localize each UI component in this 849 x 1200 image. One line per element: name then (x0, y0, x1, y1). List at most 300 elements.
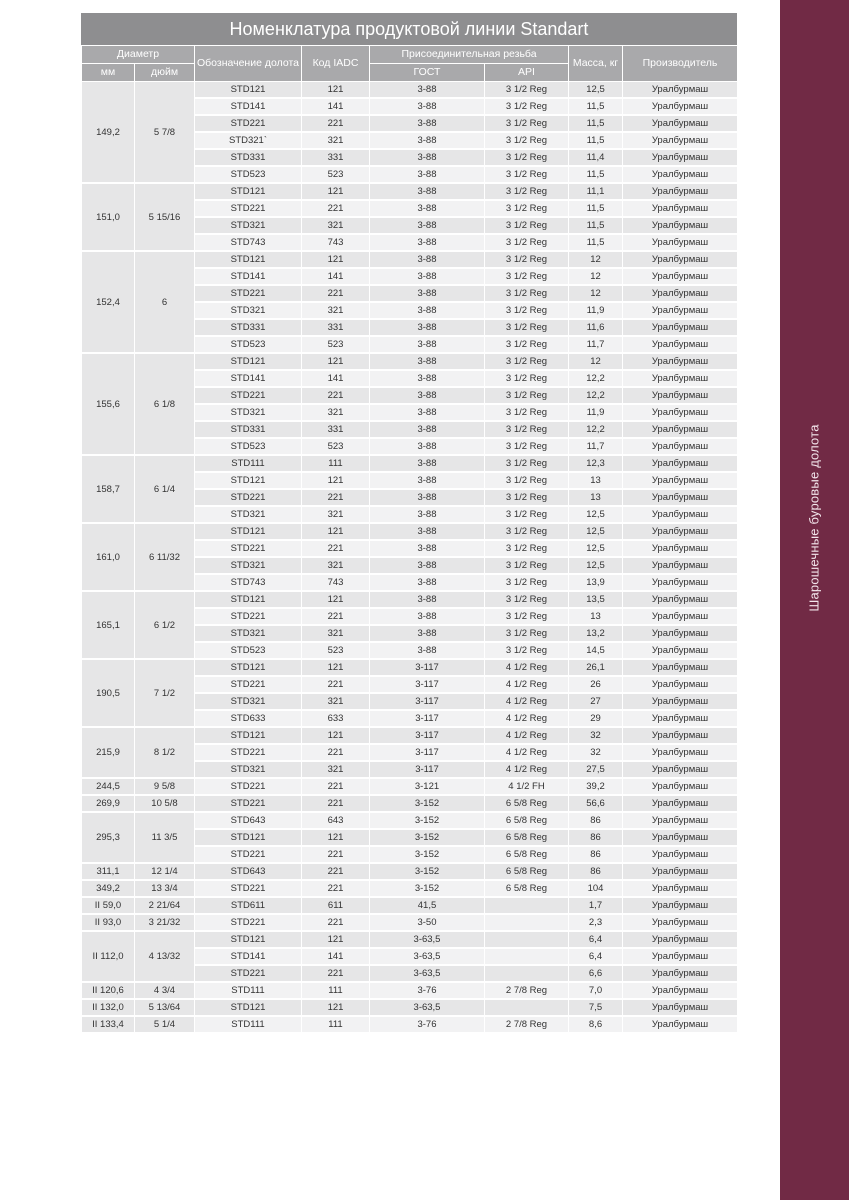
maker-cell: Уралбурмаш (623, 880, 738, 897)
designation-cell: STD221 (195, 540, 302, 557)
api-cell: 3 1/2 Reg (485, 404, 569, 421)
table-body (82, 82, 738, 1034)
maker-cell: Уралбурмаш (623, 642, 738, 659)
api-cell: 3 1/2 Reg (485, 557, 569, 574)
gost-cell: 3-88 (370, 149, 485, 166)
api-cell (485, 914, 569, 931)
mass-cell: 12,5 (569, 523, 623, 540)
maker-cell: Уралбурмаш (623, 217, 738, 234)
designation-cell: STD111 (195, 1016, 302, 1033)
iadc-cell: 221 (302, 676, 370, 693)
api-cell: 3 1/2 Reg (485, 251, 569, 268)
gost-cell: 3-88 (370, 591, 485, 608)
diameter-inch-cell: 4 13/32 (135, 931, 195, 982)
maker-cell: Уралбурмаш (623, 999, 738, 1016)
api-cell: 3 1/2 Reg (485, 574, 569, 591)
diameter-inch-cell: 6 1/2 (135, 591, 195, 659)
mass-cell: 12,5 (569, 506, 623, 523)
iadc-cell: 321 (302, 761, 370, 778)
maker-cell: Уралбурмаш (623, 336, 738, 353)
api-cell: 3 1/2 Reg (485, 149, 569, 166)
mass-cell: 27,5 (569, 761, 623, 778)
gost-cell: 3-152 (370, 829, 485, 846)
api-cell: 3 1/2 Reg (485, 608, 569, 625)
maker-cell: Уралбурмаш (623, 557, 738, 574)
mass-cell: 11,5 (569, 217, 623, 234)
maker-cell: Уралбурмаш (623, 353, 738, 370)
diameter-mm-cell: 190,5 (82, 659, 135, 727)
mass-cell: 13 (569, 472, 623, 489)
mass-cell: 12,5 (569, 557, 623, 574)
iadc-cell: 321 (302, 693, 370, 710)
designation-cell: STD221 (195, 387, 302, 404)
designation-cell: STD321 (195, 557, 302, 574)
product-table-block (81, 13, 737, 1034)
gost-cell: 3-88 (370, 98, 485, 115)
mass-cell: 11,9 (569, 302, 623, 319)
mass-cell: 6,4 (569, 948, 623, 965)
header-gost: ГОСТ (370, 64, 485, 82)
diameter-inch-cell: 5 1/4 (135, 1016, 195, 1033)
diameter-inch-cell: 6 1/4 (135, 455, 195, 523)
maker-cell: Уралбурмаш (623, 506, 738, 523)
designation-cell: STD221 (195, 795, 302, 812)
designation-cell: STD111 (195, 455, 302, 472)
api-cell: 6 5/8 Reg (485, 880, 569, 897)
maker-cell: Уралбурмаш (623, 948, 738, 965)
iadc-cell: 111 (302, 982, 370, 999)
maker-cell: Уралбурмаш (623, 693, 738, 710)
maker-cell: Уралбурмаш (623, 710, 738, 727)
diameter-mm-cell: II 120,6 (82, 982, 135, 999)
api-cell: 3 1/2 Reg (485, 540, 569, 557)
iadc-cell: 221 (302, 115, 370, 132)
gost-cell: 3-76 (370, 1016, 485, 1033)
designation-cell: STD141 (195, 268, 302, 285)
table-row (82, 863, 738, 880)
diameter-inch-cell: 5 15/16 (135, 183, 195, 251)
iadc-cell: 121 (302, 82, 370, 99)
gost-cell: 3-88 (370, 506, 485, 523)
mass-cell: 11,5 (569, 234, 623, 251)
gost-cell: 3-88 (370, 540, 485, 557)
diameter-mm-cell: 349,2 (82, 880, 135, 897)
mass-cell: 6,4 (569, 931, 623, 948)
maker-cell: Уралбурмаш (623, 183, 738, 200)
gost-cell: 3-88 (370, 200, 485, 217)
designation-cell: STD111 (195, 982, 302, 999)
designation-cell: STD121 (195, 727, 302, 744)
gost-cell: 3-121 (370, 778, 485, 795)
designation-cell: STD321 (195, 625, 302, 642)
mass-cell: 2,3 (569, 914, 623, 931)
designation-cell: STD321 (195, 217, 302, 234)
maker-cell: Уралбурмаш (623, 608, 738, 625)
iadc-cell: 633 (302, 710, 370, 727)
iadc-cell: 121 (302, 931, 370, 948)
gost-cell: 3-88 (370, 268, 485, 285)
gost-cell: 3-88 (370, 387, 485, 404)
product-table (81, 45, 738, 1034)
table-row (82, 914, 738, 931)
header-inch: дюйм (135, 64, 195, 82)
maker-cell: Уралбурмаш (623, 200, 738, 217)
gost-cell: 3-88 (370, 336, 485, 353)
api-cell: 3 1/2 Reg (485, 115, 569, 132)
api-cell: 3 1/2 Reg (485, 268, 569, 285)
diameter-inch-cell: 6 1/8 (135, 353, 195, 455)
mass-cell: 6,6 (569, 965, 623, 982)
table-row (82, 727, 738, 744)
table-row (82, 795, 738, 812)
api-cell: 3 1/2 Reg (485, 319, 569, 336)
iadc-cell: 331 (302, 319, 370, 336)
maker-cell: Уралбурмаш (623, 285, 738, 302)
mass-cell: 13 (569, 608, 623, 625)
mass-cell: 7,0 (569, 982, 623, 999)
gost-cell: 3-88 (370, 319, 485, 336)
gost-cell: 3-117 (370, 710, 485, 727)
maker-cell: Уралбурмаш (623, 829, 738, 846)
iadc-cell: 743 (302, 574, 370, 591)
gost-cell: 3-88 (370, 608, 485, 625)
designation-cell: STD331 (195, 319, 302, 336)
mass-cell: 11,5 (569, 200, 623, 217)
designation-cell: STD121 (195, 82, 302, 99)
api-cell: 3 1/2 Reg (485, 336, 569, 353)
maker-cell: Уралбурмаш (623, 438, 738, 455)
designation-cell: STD221 (195, 200, 302, 217)
gost-cell: 3-88 (370, 370, 485, 387)
table-row (82, 931, 738, 948)
gost-cell: 3-117 (370, 659, 485, 676)
iadc-cell: 221 (302, 846, 370, 863)
header-mass: Масса, кг (569, 46, 623, 82)
mass-cell: 27 (569, 693, 623, 710)
gost-cell: 3-88 (370, 132, 485, 149)
api-cell: 3 1/2 Reg (485, 421, 569, 438)
mass-cell: 12,3 (569, 455, 623, 472)
gost-cell: 3-88 (370, 625, 485, 642)
designation-cell: STD221 (195, 115, 302, 132)
designation-cell: STD633 (195, 710, 302, 727)
diameter-inch-cell: 11 3/5 (135, 812, 195, 863)
gost-cell: 3-88 (370, 557, 485, 574)
table-row (82, 591, 738, 608)
gost-cell: 3-88 (370, 251, 485, 268)
diameter-mm-cell: II 59,0 (82, 897, 135, 914)
diameter-inch-cell: 9 5/8 (135, 778, 195, 795)
iadc-cell: 321 (302, 506, 370, 523)
designation-cell: STD121 (195, 472, 302, 489)
iadc-cell: 121 (302, 251, 370, 268)
designation-cell: STD121 (195, 591, 302, 608)
iadc-cell: 743 (302, 234, 370, 251)
api-cell (485, 965, 569, 982)
maker-cell: Уралбурмаш (623, 659, 738, 676)
iadc-cell: 221 (302, 200, 370, 217)
maker-cell: Уралбурмаш (623, 812, 738, 829)
api-cell: 6 5/8 Reg (485, 829, 569, 846)
diameter-inch-cell: 4 3/4 (135, 982, 195, 999)
table-row (82, 778, 738, 795)
api-cell: 4 1/2 Reg (485, 676, 569, 693)
gost-cell: 3-117 (370, 693, 485, 710)
mass-cell: 13,9 (569, 574, 623, 591)
designation-cell: STD611 (195, 897, 302, 914)
api-cell: 3 1/2 Reg (485, 200, 569, 217)
api-cell: 2 7/8 Reg (485, 982, 569, 999)
api-cell (485, 931, 569, 948)
api-cell: 3 1/2 Reg (485, 353, 569, 370)
gost-cell: 3-88 (370, 115, 485, 132)
header-api: API (485, 64, 569, 82)
designation-cell: STD743 (195, 574, 302, 591)
iadc-cell: 141 (302, 268, 370, 285)
designation-cell: STD523 (195, 166, 302, 183)
api-cell: 3 1/2 Reg (485, 642, 569, 659)
designation-cell: STD331 (195, 149, 302, 166)
designation-cell: STD121 (195, 183, 302, 200)
diameter-mm-cell: 295,3 (82, 812, 135, 863)
api-cell: 3 1/2 Reg (485, 625, 569, 642)
api-cell: 3 1/2 Reg (485, 506, 569, 523)
diameter-mm-cell: 152,4 (82, 251, 135, 353)
mass-cell: 12,2 (569, 370, 623, 387)
api-cell: 4 1/2 Reg (485, 710, 569, 727)
maker-cell: Уралбурмаш (623, 319, 738, 336)
api-cell: 6 5/8 Reg (485, 812, 569, 829)
maker-cell: Уралбурмаш (623, 472, 738, 489)
designation-cell: STD321 (195, 761, 302, 778)
api-cell: 3 1/2 Reg (485, 98, 569, 115)
api-cell (485, 948, 569, 965)
api-cell: 6 5/8 Reg (485, 846, 569, 863)
maker-cell: Уралбурмаш (623, 404, 738, 421)
api-cell: 6 5/8 Reg (485, 863, 569, 880)
mass-cell: 104 (569, 880, 623, 897)
iadc-cell: 523 (302, 642, 370, 659)
api-cell: 3 1/2 Reg (485, 82, 569, 99)
gost-cell: 3-88 (370, 353, 485, 370)
diameter-inch-cell: 10 5/8 (135, 795, 195, 812)
maker-cell: Уралбурмаш (623, 115, 738, 132)
diameter-inch-cell: 13 3/4 (135, 880, 195, 897)
iadc-cell: 221 (302, 914, 370, 931)
table-row (82, 897, 738, 914)
maker-cell: Уралбурмаш (623, 149, 738, 166)
iadc-cell: 221 (302, 285, 370, 302)
designation-cell: STD523 (195, 336, 302, 353)
api-cell: 3 1/2 Reg (485, 217, 569, 234)
designation-cell: STD523 (195, 438, 302, 455)
table-row (82, 523, 738, 540)
iadc-cell: 141 (302, 370, 370, 387)
maker-cell: Уралбурмаш (623, 574, 738, 591)
gost-cell: 3-117 (370, 744, 485, 761)
mass-cell: 12,5 (569, 540, 623, 557)
maker-cell: Уралбурмаш (623, 82, 738, 99)
gost-cell: 3-117 (370, 761, 485, 778)
api-cell: 2 7/8 Reg (485, 1016, 569, 1033)
diameter-inch-cell: 3 21/32 (135, 914, 195, 931)
mass-cell: 32 (569, 727, 623, 744)
gost-cell: 3-88 (370, 217, 485, 234)
api-cell: 3 1/2 Reg (485, 472, 569, 489)
gost-cell: 3-88 (370, 523, 485, 540)
mass-cell: 86 (569, 846, 623, 863)
iadc-cell: 111 (302, 455, 370, 472)
mass-cell: 86 (569, 812, 623, 829)
gost-cell: 3-152 (370, 863, 485, 880)
designation-cell: STD331 (195, 421, 302, 438)
api-cell: 3 1/2 Reg (485, 234, 569, 251)
designation-cell: STD121 (195, 659, 302, 676)
api-cell: 4 1/2 Reg (485, 659, 569, 676)
designation-cell: STD121 (195, 523, 302, 540)
mass-cell: 8,6 (569, 1016, 623, 1033)
iadc-cell: 121 (302, 829, 370, 846)
mass-cell: 86 (569, 863, 623, 880)
designation-cell: STD141 (195, 98, 302, 115)
iadc-cell: 121 (302, 591, 370, 608)
mass-cell: 11,6 (569, 319, 623, 336)
iadc-cell: 321 (302, 404, 370, 421)
diameter-inch-cell: 6 (135, 251, 195, 353)
mass-cell: 12 (569, 353, 623, 370)
iadc-cell: 321 (302, 625, 370, 642)
mass-cell: 56,6 (569, 795, 623, 812)
iadc-cell: 321 (302, 302, 370, 319)
designation-cell: STD121 (195, 251, 302, 268)
designation-cell: STD141 (195, 370, 302, 387)
iadc-cell: 121 (302, 183, 370, 200)
mass-cell: 26,1 (569, 659, 623, 676)
api-cell: 4 1/2 Reg (485, 693, 569, 710)
mass-cell: 13,2 (569, 625, 623, 642)
iadc-cell: 221 (302, 880, 370, 897)
designation-cell: STD321` (195, 132, 302, 149)
designation-cell: STD121 (195, 999, 302, 1016)
designation-cell: STD221 (195, 676, 302, 693)
mass-cell: 11,7 (569, 336, 623, 353)
diameter-mm-cell: II 133,4 (82, 1016, 135, 1033)
api-cell: 3 1/2 Reg (485, 166, 569, 183)
diameter-inch-cell: 5 13/64 (135, 999, 195, 1016)
table-row (82, 880, 738, 897)
gost-cell: 3-152 (370, 795, 485, 812)
mass-cell: 13,5 (569, 591, 623, 608)
gost-cell: 3-88 (370, 285, 485, 302)
maker-cell: Уралбурмаш (623, 370, 738, 387)
api-cell: 3 1/2 Reg (485, 523, 569, 540)
mass-cell: 32 (569, 744, 623, 761)
maker-cell: Уралбурмаш (623, 897, 738, 914)
iadc-cell: 331 (302, 149, 370, 166)
diameter-inch-cell: 8 1/2 (135, 727, 195, 778)
iadc-cell: 611 (302, 897, 370, 914)
iadc-cell: 221 (302, 965, 370, 982)
maker-cell: Уралбурмаш (623, 387, 738, 404)
maker-cell: Уралбурмаш (623, 455, 738, 472)
gost-cell: 3-76 (370, 982, 485, 999)
mass-cell: 11,5 (569, 132, 623, 149)
designation-cell: STD643 (195, 863, 302, 880)
api-cell (485, 897, 569, 914)
maker-cell: Уралбурмаш (623, 523, 738, 540)
designation-cell: STD221 (195, 489, 302, 506)
header-maker: Производитель (623, 46, 738, 82)
api-cell: 3 1/2 Reg (485, 183, 569, 200)
mass-cell: 1,7 (569, 897, 623, 914)
gost-cell: 3-88 (370, 489, 485, 506)
diameter-mm-cell: 269,9 (82, 795, 135, 812)
gost-cell: 3-63,5 (370, 931, 485, 948)
designation-cell: STD121 (195, 353, 302, 370)
designation-cell: STD321 (195, 404, 302, 421)
mass-cell: 86 (569, 829, 623, 846)
diameter-mm-cell: 149,2 (82, 82, 135, 184)
gost-cell: 3-63,5 (370, 948, 485, 965)
gost-cell: 3-152 (370, 846, 485, 863)
api-cell: 3 1/2 Reg (485, 302, 569, 319)
mass-cell: 11,1 (569, 183, 623, 200)
gost-cell: 3-63,5 (370, 965, 485, 982)
designation-cell: STD321 (195, 506, 302, 523)
mass-cell: 11,5 (569, 98, 623, 115)
iadc-cell: 221 (302, 540, 370, 557)
gost-cell: 3-50 (370, 914, 485, 931)
diameter-mm-cell: 311,1 (82, 863, 135, 880)
gost-cell: 3-88 (370, 302, 485, 319)
diameter-mm-cell: 244,5 (82, 778, 135, 795)
gost-cell: 3-88 (370, 438, 485, 455)
iadc-cell: 121 (302, 659, 370, 676)
iadc-cell: 121 (302, 353, 370, 370)
designation-cell: STD321 (195, 302, 302, 319)
gost-cell: 3-88 (370, 404, 485, 421)
designation-cell: STD141 (195, 948, 302, 965)
page-title: Номенклатура продуктовой линии Standart (81, 13, 737, 45)
maker-cell: Уралбурмаш (623, 1016, 738, 1033)
iadc-cell: 121 (302, 727, 370, 744)
api-cell: 3 1/2 Reg (485, 387, 569, 404)
gost-cell: 3-88 (370, 472, 485, 489)
iadc-cell: 221 (302, 608, 370, 625)
maker-cell: Уралбурмаш (623, 846, 738, 863)
api-cell: 3 1/2 Reg (485, 132, 569, 149)
diameter-inch-cell: 12 1/4 (135, 863, 195, 880)
gost-cell: 3-152 (370, 812, 485, 829)
side-label: Шарошечные буровые долота (806, 424, 822, 612)
mass-cell: 13 (569, 489, 623, 506)
table-row (82, 183, 738, 200)
maker-cell: Уралбурмаш (623, 676, 738, 693)
gost-cell: 3-117 (370, 727, 485, 744)
mass-cell: 12 (569, 251, 623, 268)
api-cell: 6 5/8 Reg (485, 795, 569, 812)
maker-cell: Уралбурмаш (623, 540, 738, 557)
iadc-cell: 221 (302, 795, 370, 812)
designation-cell: STD221 (195, 846, 302, 863)
gost-cell: 3-88 (370, 82, 485, 99)
mass-cell: 12 (569, 285, 623, 302)
api-cell: 3 1/2 Reg (485, 370, 569, 387)
diameter-inch-cell: 6 11/32 (135, 523, 195, 591)
maker-cell: Уралбурмаш (623, 931, 738, 948)
mass-cell: 12,2 (569, 387, 623, 404)
maker-cell: Уралбурмаш (623, 489, 738, 506)
